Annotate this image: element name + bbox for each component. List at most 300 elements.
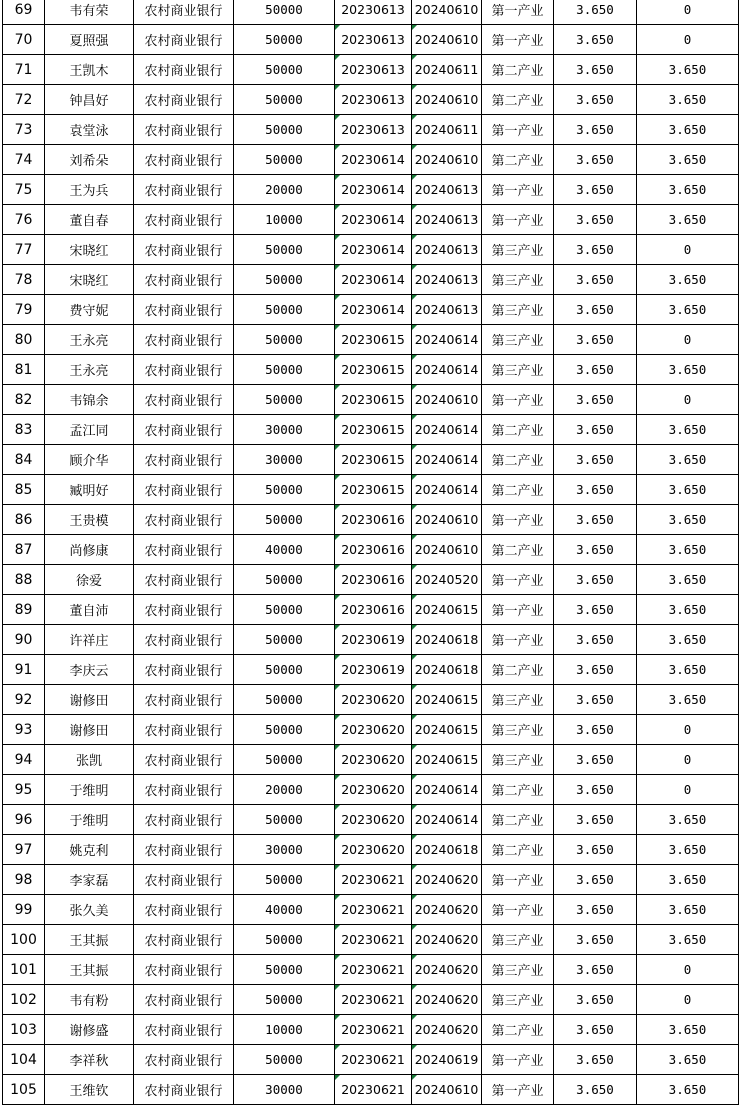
- start-date-cell: 20230621: [335, 865, 412, 895]
- index-cell: 89: [3, 595, 45, 625]
- name-cell: 谢修田: [45, 685, 134, 715]
- start-date-cell: 20230620: [335, 685, 412, 715]
- index-cell: 73: [3, 115, 45, 145]
- index-cell: 105: [3, 1075, 45, 1105]
- amount-cell: 50000: [234, 295, 335, 325]
- subsidy-cell: 3.650: [637, 595, 739, 625]
- loan-table: [2, 0, 739, 1105]
- bank-cell: 农村商业银行: [134, 625, 234, 655]
- amount-cell: 50000: [234, 985, 335, 1015]
- bank-cell: 农村商业银行: [134, 565, 234, 595]
- subsidy-cell: 3.650: [637, 85, 739, 115]
- index-cell: 103: [3, 1015, 45, 1045]
- table-row: [3, 955, 739, 985]
- index-cell: 79: [3, 295, 45, 325]
- industry-cell: 第一产业: [482, 175, 554, 205]
- index-cell: 71: [3, 55, 45, 85]
- subsidy-cell: 3.650: [637, 445, 739, 475]
- name-cell: 韦有粉: [45, 985, 134, 1015]
- bank-cell: 农村商业银行: [134, 745, 234, 775]
- table-row: [3, 0, 739, 25]
- name-cell: 钟昌好: [45, 85, 134, 115]
- rate-cell: 3.650: [554, 175, 637, 205]
- subsidy-cell: 0: [637, 0, 739, 25]
- table-row: [3, 625, 739, 655]
- start-date-cell: 20230614: [335, 175, 412, 205]
- subsidy-cell: 0: [637, 715, 739, 745]
- index-cell: 100: [3, 925, 45, 955]
- amount-cell: 20000: [234, 775, 335, 805]
- table-row: [3, 145, 739, 175]
- subsidy-cell: 3.650: [637, 535, 739, 565]
- name-cell: 王其振: [45, 925, 134, 955]
- table-row: [3, 355, 739, 385]
- rate-cell: 3.650: [554, 355, 637, 385]
- name-cell: 韦锦余: [45, 385, 134, 415]
- rate-cell: 3.650: [554, 505, 637, 535]
- start-date-cell: 20230614: [335, 265, 412, 295]
- table-row: [3, 235, 739, 265]
- rate-cell: 3.650: [554, 235, 637, 265]
- end-date-cell: 20240618: [412, 835, 482, 865]
- rate-cell: 3.650: [554, 955, 637, 985]
- industry-cell: 第一产业: [482, 1045, 554, 1075]
- amount-cell: 50000: [234, 475, 335, 505]
- start-date-cell: 20230613: [335, 25, 412, 55]
- name-cell: 王为兵: [45, 175, 134, 205]
- subsidy-cell: 3.650: [637, 685, 739, 715]
- table-row: [3, 685, 739, 715]
- bank-cell: 农村商业银行: [134, 0, 234, 25]
- start-date-cell: 20230616: [335, 505, 412, 535]
- amount-cell: 40000: [234, 895, 335, 925]
- start-date-cell: 20230613: [335, 55, 412, 85]
- rate-cell: 3.650: [554, 0, 637, 25]
- table-row: [3, 505, 739, 535]
- amount-cell: 50000: [234, 385, 335, 415]
- industry-cell: 第二产业: [482, 535, 554, 565]
- name-cell: 许祥庄: [45, 625, 134, 655]
- start-date-cell: 20230616: [335, 535, 412, 565]
- subsidy-cell: 3.650: [637, 115, 739, 145]
- bank-cell: 农村商业银行: [134, 295, 234, 325]
- start-date-cell: 20230615: [335, 415, 412, 445]
- table-row: [3, 175, 739, 205]
- start-date-cell: 20230613: [335, 115, 412, 145]
- name-cell: 姚克利: [45, 835, 134, 865]
- rate-cell: 3.650: [554, 745, 637, 775]
- start-date-cell: 20230614: [335, 295, 412, 325]
- table-row: [3, 205, 739, 235]
- name-cell: 孟江同: [45, 415, 134, 445]
- subsidy-cell: 0: [637, 25, 739, 55]
- table-row: [3, 295, 739, 325]
- subsidy-cell: 0: [637, 385, 739, 415]
- index-cell: 86: [3, 505, 45, 535]
- bank-cell: 农村商业银行: [134, 505, 234, 535]
- amount-cell: 50000: [234, 715, 335, 745]
- start-date-cell: 20230621: [335, 925, 412, 955]
- end-date-cell: 20240613: [412, 235, 482, 265]
- subsidy-cell: 3.650: [637, 475, 739, 505]
- industry-cell: 第一产业: [482, 25, 554, 55]
- index-cell: 83: [3, 415, 45, 445]
- rate-cell: 3.650: [554, 715, 637, 745]
- rate-cell: 3.650: [554, 85, 637, 115]
- rate-cell: 3.650: [554, 265, 637, 295]
- end-date-cell: 20240615: [412, 715, 482, 745]
- start-date-cell: 20230620: [335, 805, 412, 835]
- start-date-cell: 20230620: [335, 775, 412, 805]
- end-date-cell: 20240610: [412, 1075, 482, 1105]
- end-date-cell: 20240610: [412, 535, 482, 565]
- subsidy-cell: 0: [637, 745, 739, 775]
- industry-cell: 第一产业: [482, 205, 554, 235]
- rate-cell: 3.650: [554, 805, 637, 835]
- end-date-cell: 20240618: [412, 625, 482, 655]
- index-cell: 82: [3, 385, 45, 415]
- industry-cell: 第二产业: [482, 1015, 554, 1045]
- rate-cell: 3.650: [554, 385, 637, 415]
- table-row: [3, 1015, 739, 1045]
- rate-cell: 3.650: [554, 115, 637, 145]
- start-date-cell: 20230613: [335, 0, 412, 25]
- index-cell: 87: [3, 535, 45, 565]
- name-cell: 董自沛: [45, 595, 134, 625]
- industry-cell: 第三产业: [482, 955, 554, 985]
- end-date-cell: 20240613: [412, 175, 482, 205]
- table-row: [3, 715, 739, 745]
- table-row: [3, 985, 739, 1015]
- start-date-cell: 20230615: [335, 475, 412, 505]
- bank-cell: 农村商业银行: [134, 475, 234, 505]
- table-row: [3, 265, 739, 295]
- end-date-cell: 20240614: [412, 355, 482, 385]
- start-date-cell: 20230621: [335, 1015, 412, 1045]
- name-cell: 王永亮: [45, 325, 134, 355]
- industry-cell: 第二产业: [482, 55, 554, 85]
- table-row: [3, 925, 739, 955]
- industry-cell: 第三产业: [482, 925, 554, 955]
- end-date-cell: 20240613: [412, 295, 482, 325]
- index-cell: 70: [3, 25, 45, 55]
- end-date-cell: 20240610: [412, 0, 482, 25]
- name-cell: 王永亮: [45, 355, 134, 385]
- amount-cell: 50000: [234, 625, 335, 655]
- industry-cell: 第二产业: [482, 835, 554, 865]
- index-cell: 76: [3, 205, 45, 235]
- subsidy-cell: 3.650: [637, 205, 739, 235]
- name-cell: 韦有荣: [45, 0, 134, 25]
- rate-cell: 3.650: [554, 25, 637, 55]
- index-cell: 101: [3, 955, 45, 985]
- subsidy-cell: 3.650: [637, 295, 739, 325]
- end-date-cell: 20240614: [412, 805, 482, 835]
- amount-cell: 50000: [234, 1045, 335, 1075]
- table-row: [3, 745, 739, 775]
- rate-cell: 3.650: [554, 865, 637, 895]
- start-date-cell: 20230615: [335, 355, 412, 385]
- name-cell: 徐爱: [45, 565, 134, 595]
- amount-cell: 50000: [234, 745, 335, 775]
- end-date-cell: 20240620: [412, 985, 482, 1015]
- subsidy-cell: 3.650: [637, 655, 739, 685]
- bank-cell: 农村商业银行: [134, 1075, 234, 1105]
- name-cell: 李家磊: [45, 865, 134, 895]
- subsidy-cell: 3.650: [637, 865, 739, 895]
- name-cell: 王凯木: [45, 55, 134, 85]
- bank-cell: 农村商业银行: [134, 325, 234, 355]
- name-cell: 臧明好: [45, 475, 134, 505]
- table-row: [3, 595, 739, 625]
- name-cell: 于维明: [45, 775, 134, 805]
- amount-cell: 50000: [234, 85, 335, 115]
- bank-cell: 农村商业银行: [134, 985, 234, 1015]
- start-date-cell: 20230620: [335, 835, 412, 865]
- industry-cell: 第三产业: [482, 685, 554, 715]
- industry-cell: 第三产业: [482, 265, 554, 295]
- name-cell: 尚修康: [45, 535, 134, 565]
- subsidy-cell: 0: [637, 775, 739, 805]
- index-cell: 90: [3, 625, 45, 655]
- end-date-cell: 20240613: [412, 265, 482, 295]
- industry-cell: 第三产业: [482, 745, 554, 775]
- industry-cell: 第一产业: [482, 565, 554, 595]
- start-date-cell: 20230620: [335, 745, 412, 775]
- bank-cell: 农村商业银行: [134, 355, 234, 385]
- amount-cell: 50000: [234, 145, 335, 175]
- subsidy-cell: 3.650: [637, 925, 739, 955]
- subsidy-cell: 0: [637, 325, 739, 355]
- end-date-cell: 20240618: [412, 655, 482, 685]
- rate-cell: 3.650: [554, 685, 637, 715]
- index-cell: 94: [3, 745, 45, 775]
- industry-cell: 第一产业: [482, 625, 554, 655]
- industry-cell: 第一产业: [482, 595, 554, 625]
- index-cell: 75: [3, 175, 45, 205]
- index-cell: 80: [3, 325, 45, 355]
- amount-cell: 10000: [234, 1015, 335, 1045]
- end-date-cell: 20240620: [412, 865, 482, 895]
- amount-cell: 10000: [234, 205, 335, 235]
- amount-cell: 50000: [234, 265, 335, 295]
- index-cell: 93: [3, 715, 45, 745]
- subsidy-cell: 3.650: [637, 805, 739, 835]
- index-cell: 72: [3, 85, 45, 115]
- index-cell: 78: [3, 265, 45, 295]
- subsidy-cell: 0: [637, 985, 739, 1015]
- amount-cell: 50000: [234, 505, 335, 535]
- amount-cell: 50000: [234, 355, 335, 385]
- subsidy-cell: 3.650: [637, 145, 739, 175]
- table-row: [3, 805, 739, 835]
- amount-cell: 50000: [234, 0, 335, 25]
- end-date-cell: 20240614: [412, 415, 482, 445]
- bank-cell: 农村商业银行: [134, 595, 234, 625]
- rate-cell: 3.650: [554, 1045, 637, 1075]
- start-date-cell: 20230614: [335, 235, 412, 265]
- start-date-cell: 20230621: [335, 1075, 412, 1105]
- amount-cell: 50000: [234, 115, 335, 145]
- industry-cell: 第一产业: [482, 115, 554, 145]
- name-cell: 张久美: [45, 895, 134, 925]
- end-date-cell: 20240610: [412, 145, 482, 175]
- amount-cell: 50000: [234, 235, 335, 265]
- amount-cell: 50000: [234, 55, 335, 85]
- bank-cell: 农村商业银行: [134, 85, 234, 115]
- bank-cell: 农村商业银行: [134, 55, 234, 85]
- end-date-cell: 20240614: [412, 325, 482, 355]
- industry-cell: 第三产业: [482, 985, 554, 1015]
- table-row: [3, 655, 739, 685]
- rate-cell: 3.650: [554, 145, 637, 175]
- table-row: [3, 535, 739, 565]
- table-body: [3, 0, 739, 1105]
- industry-cell: 第二产业: [482, 805, 554, 835]
- industry-cell: 第二产业: [482, 445, 554, 475]
- start-date-cell: 20230616: [335, 595, 412, 625]
- subsidy-cell: 3.650: [637, 415, 739, 445]
- end-date-cell: 20240520: [412, 565, 482, 595]
- name-cell: 谢修田: [45, 715, 134, 745]
- bank-cell: 农村商业银行: [134, 535, 234, 565]
- bank-cell: 农村商业银行: [134, 415, 234, 445]
- subsidy-cell: 3.650: [637, 505, 739, 535]
- industry-cell: 第一产业: [482, 1075, 554, 1105]
- name-cell: 于维明: [45, 805, 134, 835]
- bank-cell: 农村商业银行: [134, 835, 234, 865]
- index-cell: 84: [3, 445, 45, 475]
- rate-cell: 3.650: [554, 535, 637, 565]
- end-date-cell: 20240614: [412, 475, 482, 505]
- index-cell: 92: [3, 685, 45, 715]
- rate-cell: 3.650: [554, 775, 637, 805]
- industry-cell: 第二产业: [482, 415, 554, 445]
- name-cell: 李祥秋: [45, 1045, 134, 1075]
- name-cell: 刘希朵: [45, 145, 134, 175]
- name-cell: 宋晓红: [45, 235, 134, 265]
- subsidy-cell: 3.650: [637, 175, 739, 205]
- table-row: [3, 865, 739, 895]
- rate-cell: 3.650: [554, 655, 637, 685]
- amount-cell: 30000: [234, 415, 335, 445]
- bank-cell: 农村商业银行: [134, 445, 234, 475]
- bank-cell: 农村商业银行: [134, 895, 234, 925]
- bank-cell: 农村商业银行: [134, 805, 234, 835]
- table-row: [3, 835, 739, 865]
- rate-cell: 3.650: [554, 625, 637, 655]
- index-cell: 104: [3, 1045, 45, 1075]
- end-date-cell: 20240615: [412, 745, 482, 775]
- industry-cell: 第二产业: [482, 475, 554, 505]
- industry-cell: 第一产业: [482, 505, 554, 535]
- subsidy-cell: 0: [637, 235, 739, 265]
- industry-cell: 第三产业: [482, 235, 554, 265]
- table-row: [3, 475, 739, 505]
- bank-cell: 农村商业银行: [134, 715, 234, 745]
- subsidy-cell: 0: [637, 955, 739, 985]
- index-cell: 88: [3, 565, 45, 595]
- rate-cell: 3.650: [554, 595, 637, 625]
- index-cell: 97: [3, 835, 45, 865]
- table-row: [3, 775, 739, 805]
- table-row: [3, 85, 739, 115]
- rate-cell: 3.650: [554, 55, 637, 85]
- subsidy-cell: 3.650: [637, 625, 739, 655]
- bank-cell: 农村商业银行: [134, 235, 234, 265]
- index-cell: 85: [3, 475, 45, 505]
- bank-cell: 农村商业银行: [134, 865, 234, 895]
- amount-cell: 20000: [234, 175, 335, 205]
- rate-cell: 3.650: [554, 475, 637, 505]
- start-date-cell: 20230619: [335, 655, 412, 685]
- subsidy-cell: 3.650: [637, 1075, 739, 1105]
- industry-cell: 第二产业: [482, 145, 554, 175]
- name-cell: 宋晓红: [45, 265, 134, 295]
- end-date-cell: 20240615: [412, 685, 482, 715]
- table-row: [3, 115, 739, 145]
- amount-cell: 50000: [234, 925, 335, 955]
- name-cell: 王贵模: [45, 505, 134, 535]
- subsidy-cell: 3.650: [637, 1015, 739, 1045]
- bank-cell: 农村商业银行: [134, 655, 234, 685]
- end-date-cell: 20240615: [412, 595, 482, 625]
- index-cell: 102: [3, 985, 45, 1015]
- amount-cell: 30000: [234, 1075, 335, 1105]
- rate-cell: 3.650: [554, 1015, 637, 1045]
- name-cell: 王维钦: [45, 1075, 134, 1105]
- index-cell: 77: [3, 235, 45, 265]
- end-date-cell: 20240613: [412, 205, 482, 235]
- end-date-cell: 20240610: [412, 85, 482, 115]
- rate-cell: 3.650: [554, 565, 637, 595]
- industry-cell: 第一产业: [482, 0, 554, 25]
- end-date-cell: 20240620: [412, 925, 482, 955]
- amount-cell: 30000: [234, 445, 335, 475]
- name-cell: 张凯: [45, 745, 134, 775]
- name-cell: 夏照强: [45, 25, 134, 55]
- start-date-cell: 20230621: [335, 1045, 412, 1075]
- table-row: [3, 325, 739, 355]
- start-date-cell: 20230615: [335, 325, 412, 355]
- industry-cell: 第三产业: [482, 295, 554, 325]
- start-date-cell: 20230621: [335, 985, 412, 1015]
- index-cell: 95: [3, 775, 45, 805]
- subsidy-cell: 3.650: [637, 55, 739, 85]
- bank-cell: 农村商业银行: [134, 775, 234, 805]
- industry-cell: 第一产业: [482, 865, 554, 895]
- bank-cell: 农村商业银行: [134, 1045, 234, 1075]
- amount-cell: 50000: [234, 685, 335, 715]
- start-date-cell: 20230616: [335, 565, 412, 595]
- rate-cell: 3.650: [554, 205, 637, 235]
- subsidy-cell: 3.650: [637, 895, 739, 925]
- index-cell: 98: [3, 865, 45, 895]
- industry-cell: 第一产业: [482, 385, 554, 415]
- bank-cell: 农村商业银行: [134, 385, 234, 415]
- start-date-cell: 20230615: [335, 385, 412, 415]
- start-date-cell: 20230619: [335, 625, 412, 655]
- end-date-cell: 20240611: [412, 55, 482, 85]
- amount-cell: 50000: [234, 565, 335, 595]
- start-date-cell: 20230620: [335, 715, 412, 745]
- industry-cell: 第三产业: [482, 325, 554, 355]
- name-cell: 谢修盛: [45, 1015, 134, 1045]
- table-row: [3, 415, 739, 445]
- subsidy-cell: 3.650: [637, 1045, 739, 1075]
- amount-cell: 30000: [234, 835, 335, 865]
- amount-cell: 50000: [234, 655, 335, 685]
